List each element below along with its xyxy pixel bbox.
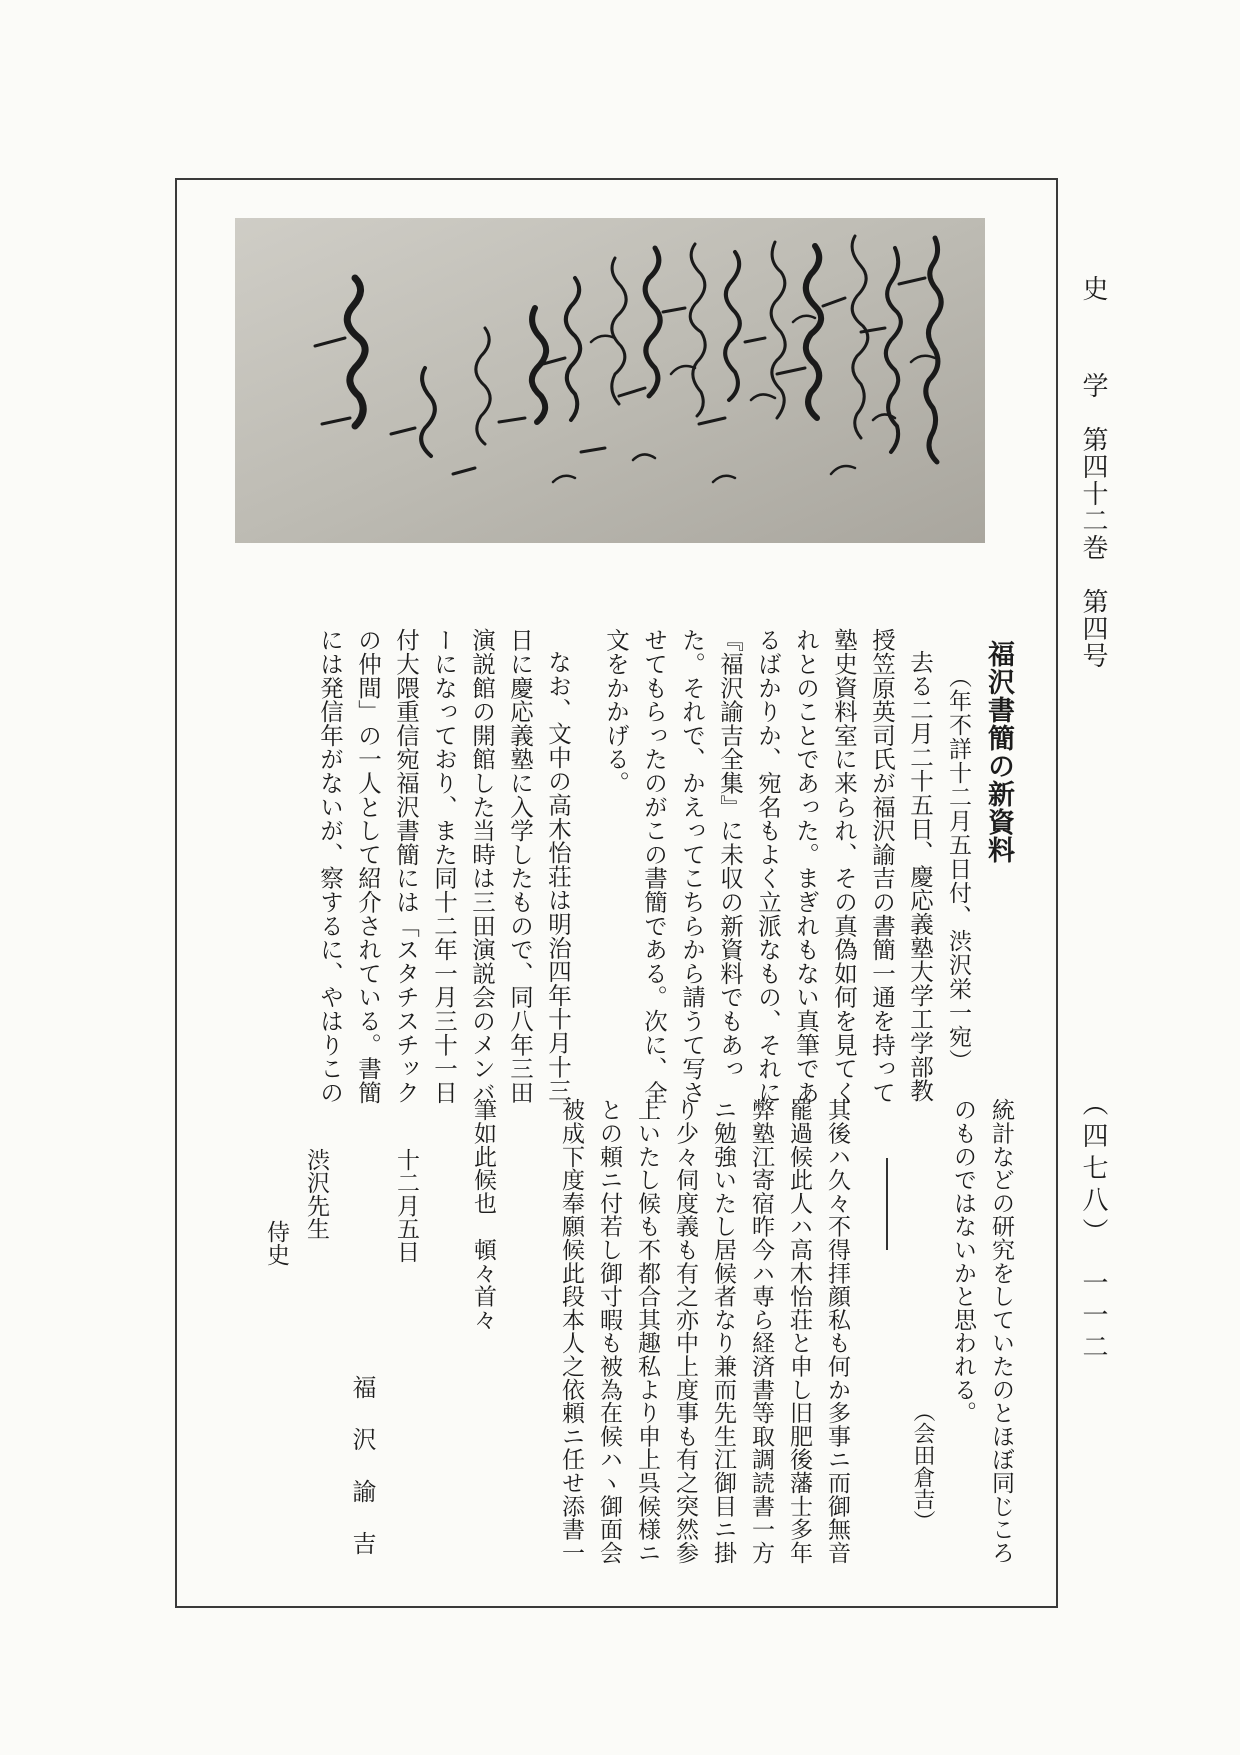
- letter-sender: 福沢諭吉: [348, 1375, 376, 1583]
- body-line: 付大隈重信宛福沢書簡には「スタチスチック: [392, 628, 420, 1104]
- body-line: の仲間」の一人として紹介されている。書簡: [354, 628, 382, 1104]
- article-author: （会田倉吉）: [910, 1400, 935, 1532]
- body-line: るばかりか、宛名もよく立派なもの、それに: [754, 628, 782, 1104]
- journal-name-1: 史: [1078, 275, 1108, 302]
- letter-line: 罷過候此人ハ高木怡荘と申し旧肥後藩士多年: [786, 1098, 812, 1564]
- running-head: [1078, 275, 1108, 669]
- body-line: なお、文中の高木怡荘は明治四年十月十三: [544, 650, 572, 1103]
- letter-addressee: 渋沢先生: [303, 1148, 329, 1240]
- continuation-line: 統計などの研究をしていたのとほぼ同じころ: [988, 1098, 1014, 1564]
- body-line: 文をかかげる。: [602, 628, 630, 795]
- body-line: れとのことであった。まぎれもない真筆であ: [792, 628, 820, 1104]
- letter-line: 弊塾江寄宿昨今ハ専ら経済書等取調読書一方: [748, 1098, 774, 1564]
- letter-date: 十二月五日: [393, 1148, 419, 1263]
- letter-line: 上いたし候も不都合其趣私より申上呉候様ニ: [634, 1098, 660, 1564]
- body-line: せてもらったのがこの書簡である。次に、全: [640, 628, 668, 1104]
- letter-line: ニ勉強いたし居候者なり兼而先生江御目ニ掛: [710, 1098, 736, 1564]
- volume-issue: 第四十二巻 第四号: [1078, 426, 1108, 669]
- body-line: 去る二月二十五日、慶応義塾大学工学部教: [906, 650, 934, 1103]
- letter-honorific: 侍史: [263, 1220, 289, 1266]
- letter-line: り少々伺度義も有之亦中上度事も有之突然参: [672, 1098, 698, 1564]
- body-line: ーになっており、また同十二年一月三十一日: [430, 628, 458, 1104]
- body-line: 日に慶応義塾に入学したもので、同八年三田: [506, 628, 534, 1104]
- body-line: 授笠原英司氏が福沢諭吉の書簡一通を持って: [868, 628, 896, 1104]
- body-line: には発信年がないが、察するに、やはりこの: [316, 628, 344, 1104]
- body-line: 塾史資料室に来られ、その真偽如何を見てく: [830, 628, 858, 1104]
- article-title: 福沢書簡の新資料: [983, 640, 1014, 864]
- letter-line: 被成下度奉願候此段本人之依頼ニ任せ添書一: [558, 1098, 584, 1564]
- continuation-line: のものではないかと思われる。: [950, 1098, 976, 1425]
- letter-line: との頼ニ付若し御寸暇も被為在候ハヽ御面会: [596, 1098, 622, 1564]
- letter-line: 筆如此候也 頓々首々: [470, 1098, 496, 1331]
- body-line: 演説館の開館した当時は三田演説会のメンバ: [468, 628, 496, 1104]
- journal-name-2: 学: [1078, 372, 1108, 399]
- page-number: （四七八） 一一二: [1078, 1090, 1108, 1365]
- divider-rule: [886, 1158, 888, 1250]
- letter-line: 其後ハ久々不得拝顔私も何か多事ニ而御無音: [824, 1098, 850, 1564]
- body-line: 『福沢諭吉全集』に未収の新資料でもあっ: [716, 628, 744, 1081]
- article-subtitle: （年不詳十二月五日付、渋沢栄一宛）: [945, 665, 971, 1073]
- body-line: た。それで、かえってこちらから請うて写さ: [678, 628, 706, 1104]
- calligraphy-image: [235, 218, 985, 543]
- letter-photograph: [235, 218, 985, 543]
